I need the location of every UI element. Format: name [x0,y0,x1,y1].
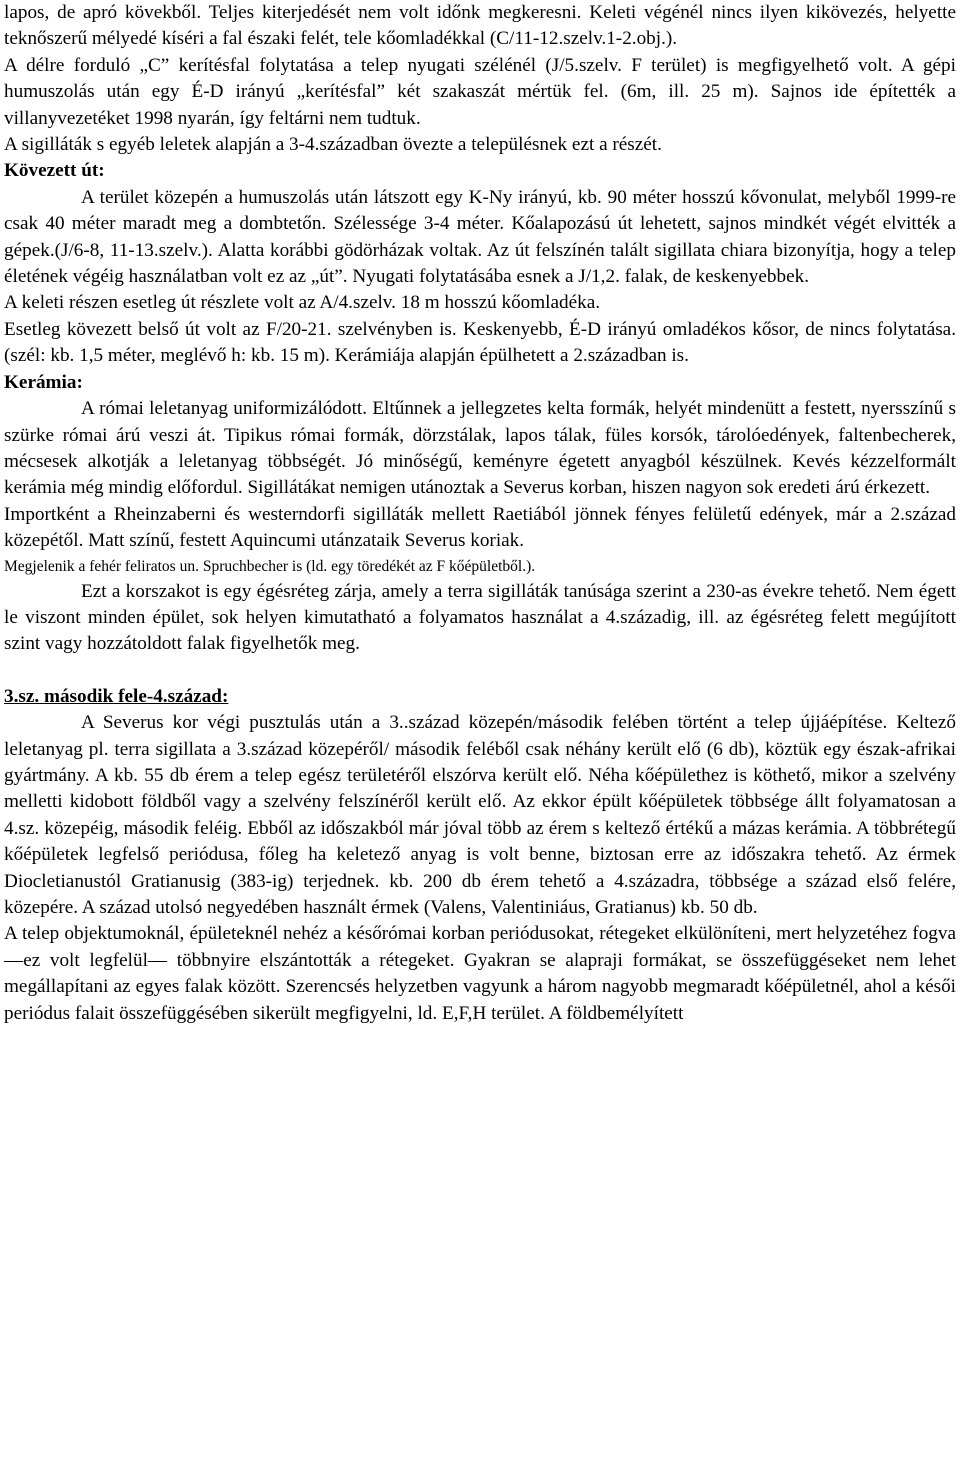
heading-paved-road: Kövezett út: [4,160,105,182]
paragraph-spruchbecher: Megjelenik a fehér feliratos un. Spruchbecher is (ld. egy töredékét az F kőépületből.). [4,557,536,575]
paragraph-c-fence-wall: A délre forduló „C” kerítésfal folytatása a telep nyugati szélénél (J/5.szelv. F terület) is megfigyelhető volt. A gépi humuszolás után egy É-D irányú „kerítésfal” két szakaszát mértük fel. (6m, ill. 25 m). Sajnos ide építették a villanyvezetéket 1998 nyarán, így feltárni nem tudtuk. [4,54,956,129]
paragraph-east-road: A keleti részen esetleg út részlete volt az A/4.szelv. 18 m hosszú kőomladéka. [4,292,601,314]
paragraph-road-description: A terület közepén a humuszolás után látszott egy K-Ny irányú, kb. 90 méter hosszú kővonulat, melyből 1999-re csak 40 méter maradt meg a dombtetőn. Szélessége 3-4 méter. Kőalapozású út lehetett, sajnos mindkét végét elvitték a gépek.(J/6-8, 11-13.szelv.). Alatta korábbi gödörházak voltak. Az út felszínén talált sigillata chiara bizonyítja, hogy a telep életének végéig használatban volt ez az „út”. Nyugati folytatásába esnek a J/1,2. falak, de keskenyebbek. [4,186,956,288]
document-page [4,0,956,1027]
paragraph-imports: Importként a Rheinzaberni és westerndorfi sigilláták mellett Raetiából jönnek fényes felületű edények, már a 2.század közepétől. Matt színű, festett Aquincumi utánzataik Severus koriak. [4,503,956,552]
paragraph-inner-road: Esetleg kövezett belső út volt az F/20-21. szelvényben is. Keskenyebb, É-D irányú omladékos kősor, de nincs folytatása. (szél: kb. 1,5 méter, meglévő h: kb. 15 m). Kerámiája alapján épülhetett a 2.században is. [4,318,956,367]
paragraph-rebuilding: A Severus kor végi pusztulás után a 3..század közepén/második felében történt a telep újjáépítése. Keltező leletanyag pl. terra sigillata a 3.század közepéről/ második feléből csak néhány került elő (6 db), köztük egy észak-afrikai gyártmány. A kb. 55 db érem a telep egész területéről elszórva került elő. Néha kőépülethez is köthető, mikor a szelvény melletti kidobott földből vagy a szelvény felszínéről került elő. Az ekkor épült kőépületek többsége állt folyamatosan a 4.sz. közepéig, második feléig. Ebből az időszakból már jóval több az érem s keltező értékű a mázas kerámia. A többrétegű kőépületek legfelső periódusa, főleg ha keletező anyag is volt benne, biztosan erre az időszakra tehető. Az érmek Diocletianustól Gratianusig (383-ig) terjednek. kb. 200 db érem tehető a 4.századra, többsége a század első felére, közepére. A század utolsó negyedében használt érmek (Valens, Valentiniáus, Gratianus) kb. 50 db. [4,712,956,918]
paragraph-sigillata-dating: A sigilláták s egyéb leletek alapján a 3-4.században övezte a településnek ezt a részét. [4,134,662,156]
paragraph-burn-layer: Ezt a korszakot is egy égésréteg zárja, amely a terra sigilláták tanúsága szerint a 230-as évekre tehető. Nem égett le viszont minden épület, sok helyen kimutatható a folyamatos használat a 4.századig, ill. az égésréteg felett megújított szint vagy hozzátoldott falak figyelhetők meg. [4,580,956,655]
heading-ceramics: Kerámia: [4,371,83,393]
heading-period-3-4-century: 3.sz. második fele-4.század: [4,685,229,707]
paragraph-wall-paving: lapos, de apró kövekből. Teljes kiterjedését nem volt időnk megkeresni. Keleti végénél nincs ilyen kikövezés, helyette teknőszerű mélyedé kíséri a fal északi felét, tele kőomladékkal (C/11-12.szelv.1-2.obj.). [4,2,956,50]
spacer [4,658,956,684]
paragraph-late-roman-periods: A telep objektumoknál, épületeknél nehéz a későrómai korban periódusokat, rétegeket elkülöníteni, mert helyzetéhez fogva —ez volt legfelül— többnyire elszántották a rétegeket. Gyakran se alapraji formákat, se összefüggéseket nem lehet megállapítani az egyes falak között. Szerencsés helyzetben vagyunk a három nagyobb megmaradt kőépületnél, ahol a késői periódus falait összefüggésében sikerült megfigyelni, ld. E,F,H terület. A földbemélyített [4,923,956,1024]
paragraph-roman-ceramics: A római leletanyag uniformizálódott. Eltűnnek a jellegzetes kelta formák, helyét mindenütt a festett, nyersszínű s szürke római árú veszi át. Tipikus római formák, dörzstálak, lapos tálak, füles korsók, tárolóedények, faltenbecherek, mécsesek alkotják a leletanyag többségét. Jó minőségű, keményre égetett anyagból készülnek. Kevés kézzelformált kerámia még mindig előfordul. Sigillátákat nemigen utánoztak a Severus korban, hiszen nagyon sok eredeti árú érkezett. [4,398,956,499]
